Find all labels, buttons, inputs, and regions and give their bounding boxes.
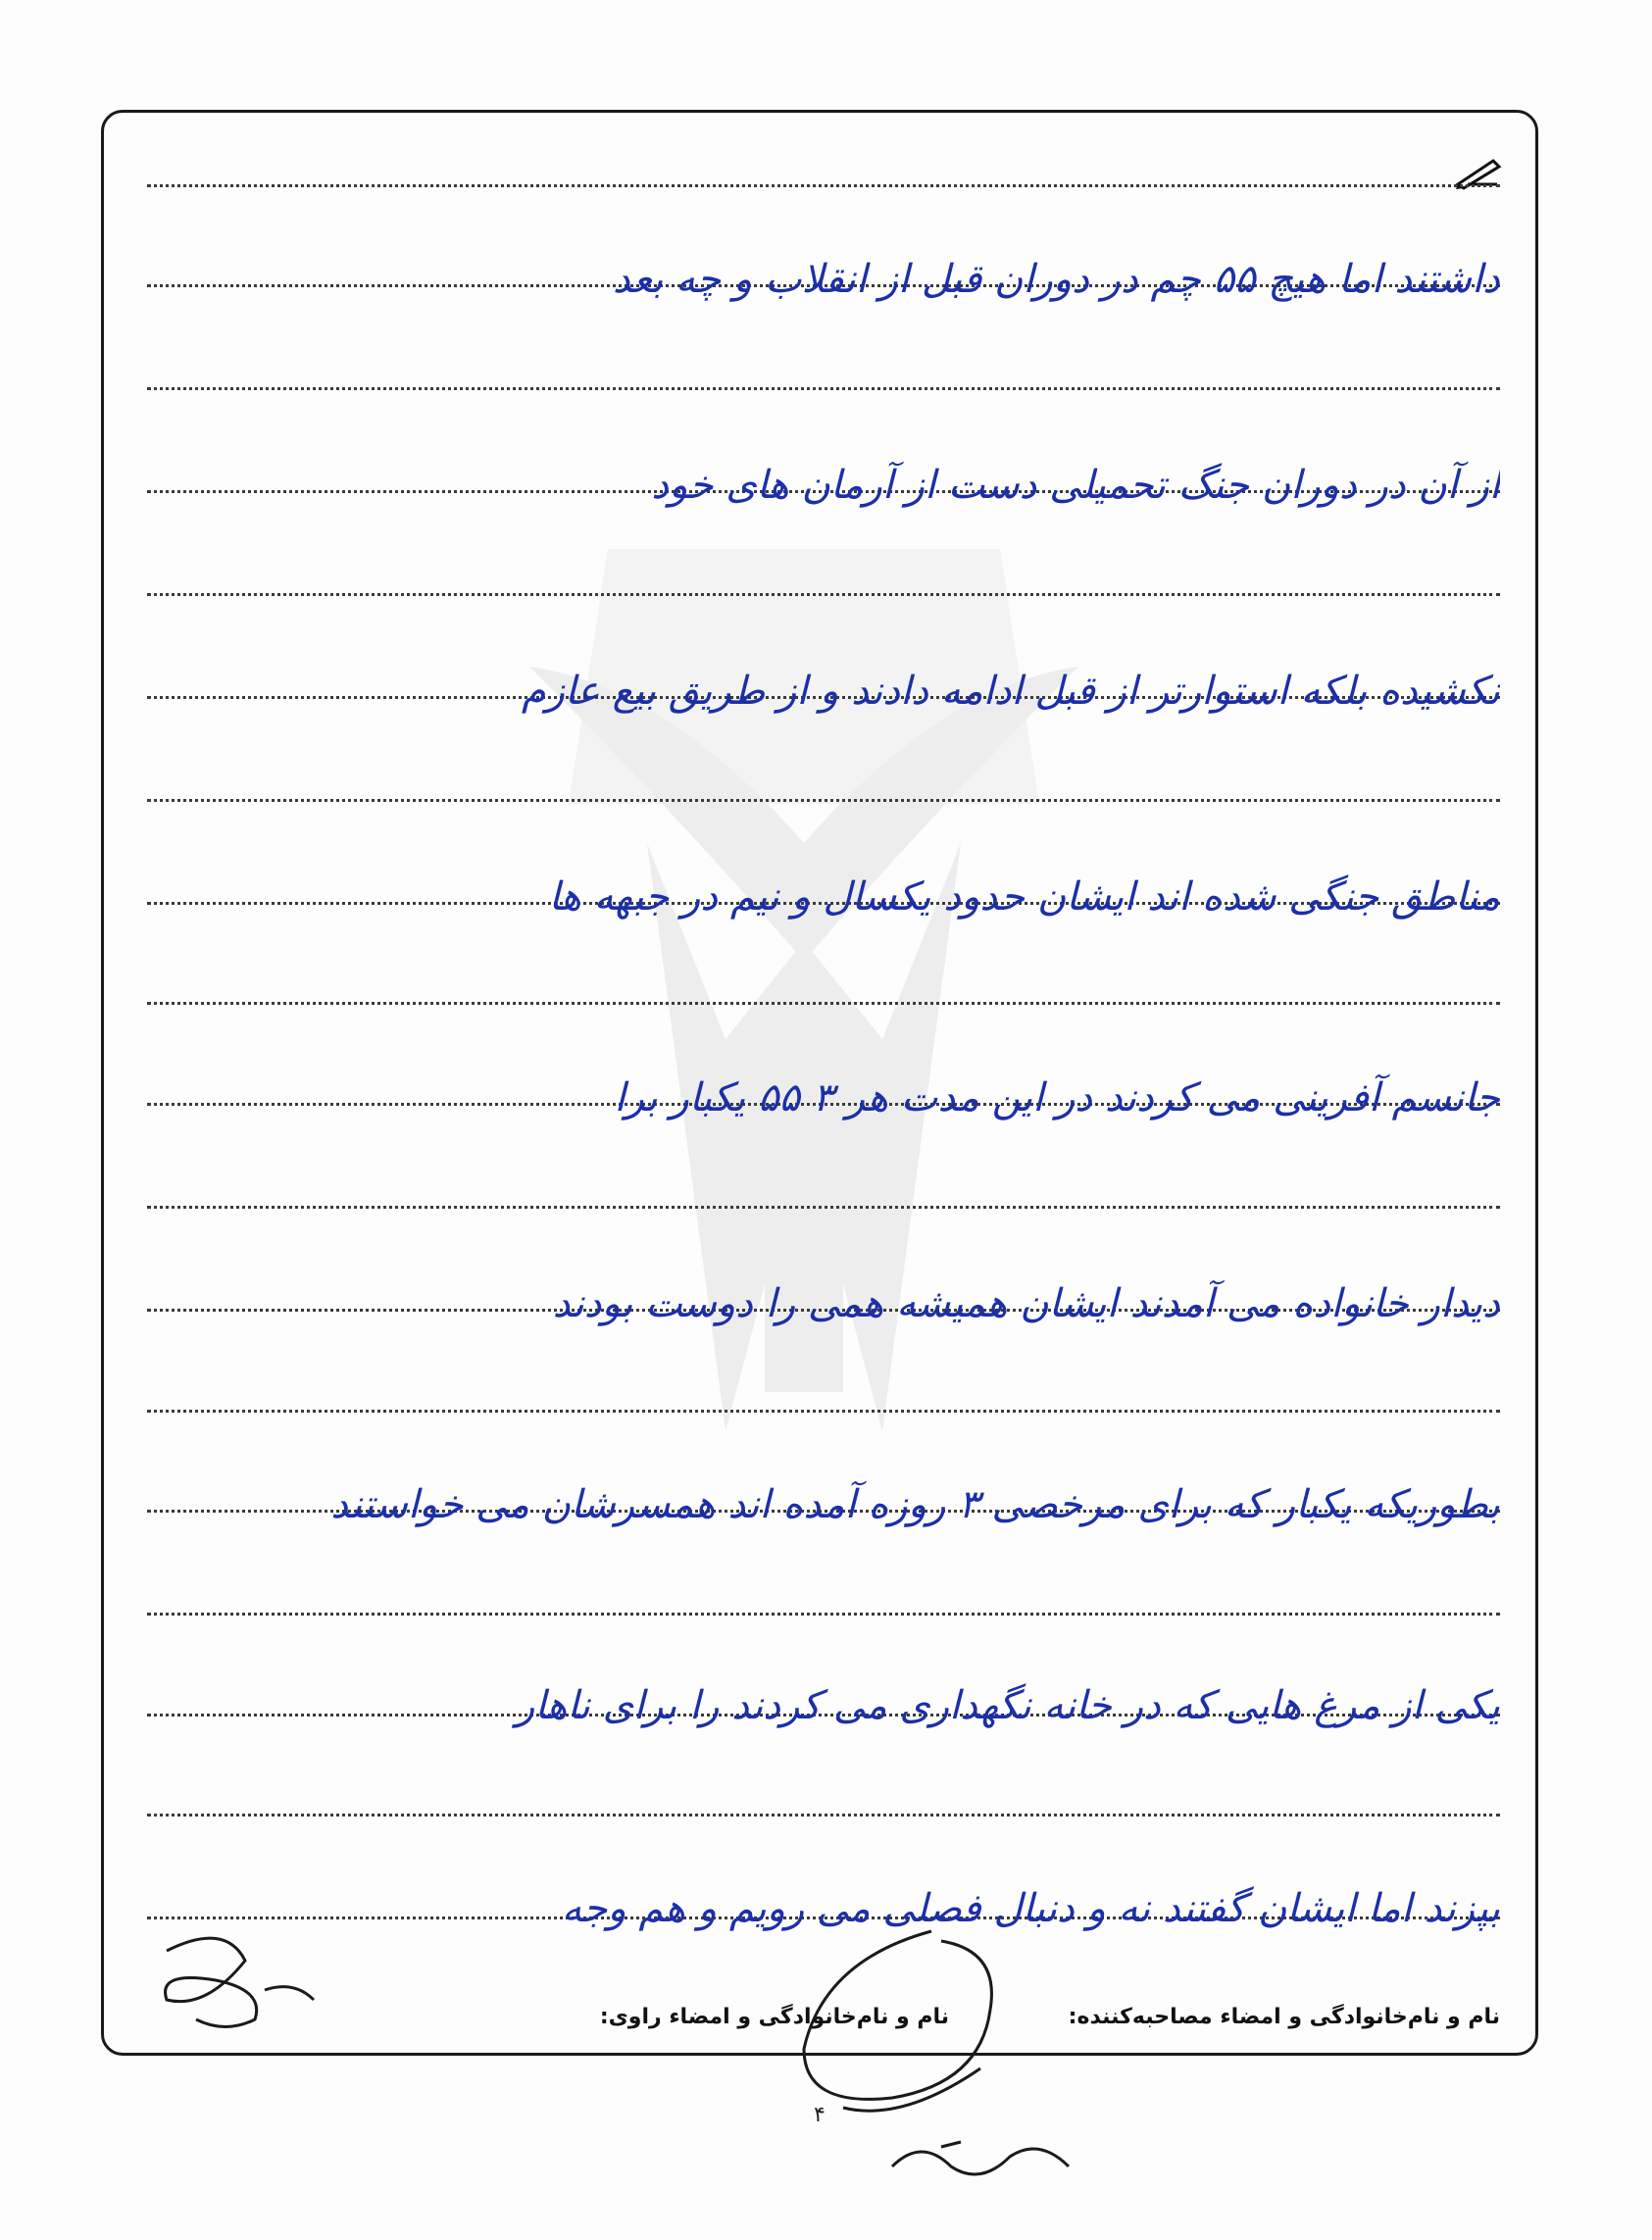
handwritten-line: جانسم آفرینی می کردند در این مدت هر ۳ ۵۵ یکبار برا <box>614 1075 1500 1120</box>
handwritten-line: مناطق جنگی شده اند ایشان حدود یکسال و نیم در جبهه ها <box>548 874 1500 920</box>
ruled-line <box>147 184 1500 187</box>
narrator-signature-label: نام و نام‌خانوادگی و امضاء راوی: <box>599 2005 949 2029</box>
handwritten-line: بپزند اما ایشان گفتند نه و دنبال فصلی می رویم و هم وجه <box>562 1886 1500 1931</box>
ruled-line <box>147 1002 1500 1005</box>
handwritten-line: یکی از مرغ هایی که در خانه نگهداری می کردند را برای ناهار <box>516 1683 1500 1728</box>
ruled-line <box>147 799 1500 802</box>
interviewer-signature-label: نام و نام‌خانوادگی و امضاء مصاحبه‌کننده: <box>1068 2005 1500 2029</box>
page-number: ۴ <box>814 2103 826 2127</box>
ruled-line <box>147 1814 1500 1817</box>
interviewer-signature <box>784 1921 1039 2127</box>
handwritten-line: بطوریکه یکبار که برای مرخصی ۳ روزه آمده اند همسرشان می خواستند <box>330 1482 1500 1527</box>
handwritten-line: نکشیده بلکه استوارتر از قبل ادامه دادند و از طریق بیع عازم <box>521 669 1500 714</box>
narrator-signature <box>147 1921 324 2039</box>
handwritten-line: دیدار خانواده می آمدند ایشان همیشه همی را دوست بودند <box>552 1281 1500 1326</box>
ruled-line <box>147 1410 1500 1413</box>
bottom-signature <box>882 2127 1078 2196</box>
handwritten-line: از آن در دوران جنگ تحمیلی دست از آرمان های خود <box>651 463 1500 508</box>
ruled-line <box>147 1613 1500 1616</box>
ruled-line <box>147 1206 1500 1209</box>
ruled-line <box>147 387 1500 390</box>
handwritten-line: داشتند اما هیچ ۵۵ چم در دوران قبل از انقلاب و چه بعد <box>612 257 1500 302</box>
ruled-line <box>147 593 1500 596</box>
